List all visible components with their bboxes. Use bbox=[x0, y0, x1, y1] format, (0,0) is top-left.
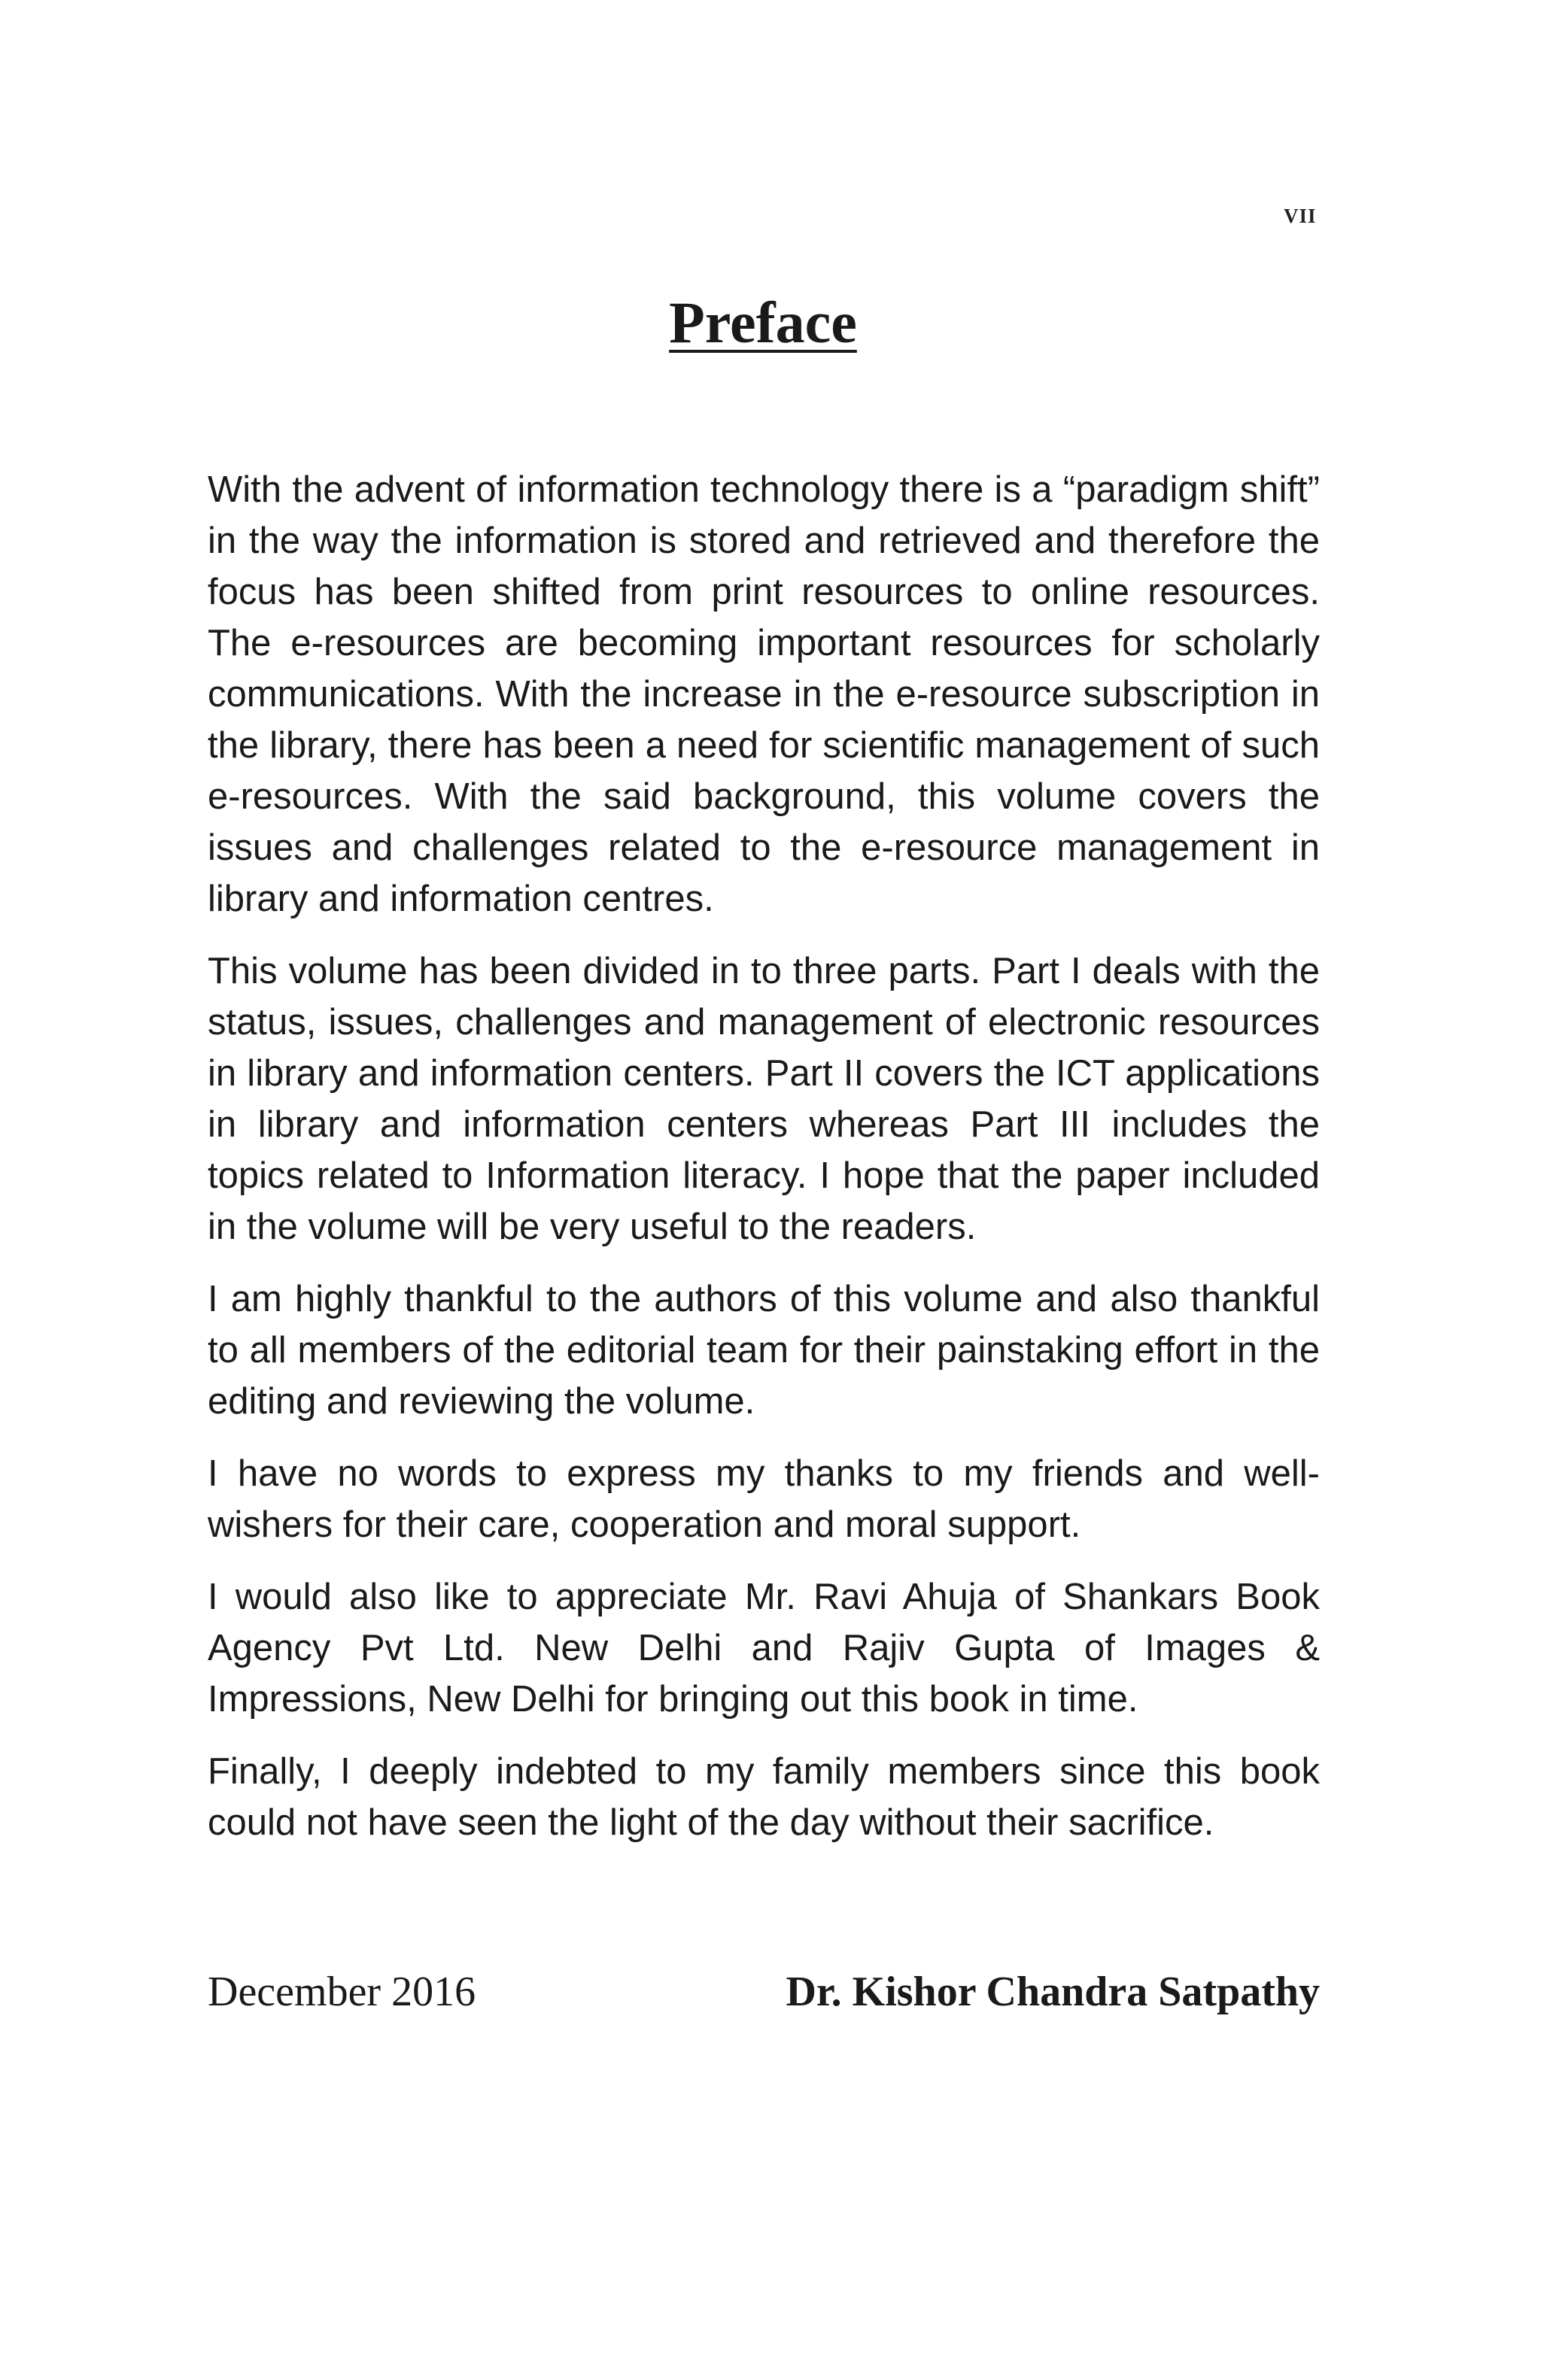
paragraph-4: I have no words to express my thanks to my friends and well-wishers for their care, cooperation and moral support. bbox=[208, 1453, 1320, 1545]
paragraph-1: With the advent of information technology there is a “paradigm shift” in the way the information is stored and retrieved and therefore the focus has been shifted from print resources to online resources. The e-resources are becoming important resources for scholarly communications. With the increase in the e-resource subscription in the library, there has been a need for scientific management of such e-resources. With the said background, this volume covers the issues and challenges related to the e-resource management in library and information centres. bbox=[208, 469, 1320, 919]
signoff-date: December 2016 bbox=[208, 1969, 476, 2015]
paragraph-3: I am highly thankful to the authors of this volume and also thankful to all members of the editorial team for their painstaking effort in the editing and reviewing the volume. bbox=[208, 1279, 1320, 1422]
preface-body bbox=[208, 464, 1320, 1869]
paragraph-5: I would also like to appreciate Mr. Ravi Ahuja of Shankars Book Agency Pvt Ltd. New Delhi and Rajiv Gupta of Images & Impressions, New Delhi for bringing out this book in time. bbox=[208, 1577, 1320, 1720]
paragraph-6: Finally, I deeply indebted to my family members since this book could not have seen the light of the day without their sacrifice. bbox=[208, 1751, 1320, 1843]
paragraph-2: This volume has been divided in to three parts. Part I deals with the status, issues, challenges and management of electronic resources in library and information centers. Part II covers the ICT applications in library and information centers whereas Part III includes the topics related to Information literacy. I hope that the paper included in the volume will be very useful to the readers. bbox=[208, 951, 1320, 1247]
signoff-author: Dr. Kishor Chandra Satpathy bbox=[786, 1969, 1320, 2015]
signoff bbox=[208, 1968, 1320, 2016]
page-title: Preface bbox=[669, 290, 857, 355]
page-number: VII bbox=[1284, 205, 1317, 227]
